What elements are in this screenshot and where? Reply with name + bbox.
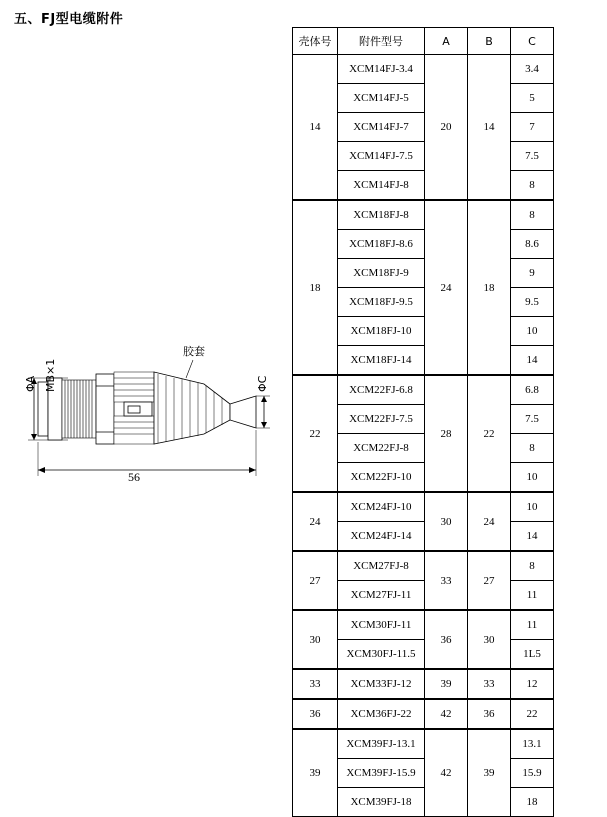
cell-dim-a: 30 — [425, 492, 468, 551]
cell-dim-c: 14 — [511, 522, 554, 552]
accessory-spec-table — [292, 27, 554, 817]
label-phi-a: ΦA — [24, 375, 37, 392]
table-row — [293, 492, 554, 522]
cell-part-number: XCM39FJ-13.1 — [338, 729, 425, 759]
cell-dim-c: 13.1 — [511, 729, 554, 759]
cell-part-number: XCM22FJ-7.5 — [338, 405, 425, 434]
cell-part-number: XCM18FJ-9 — [338, 259, 425, 288]
header-part-number: 附件型号 — [338, 28, 425, 55]
cell-part-number: XCM36FJ-22 — [338, 699, 425, 729]
cell-dim-c: 7.5 — [511, 142, 554, 171]
cell-dim-c: 22 — [511, 699, 554, 729]
cell-dim-b: 22 — [468, 375, 511, 492]
table-row — [293, 729, 554, 759]
cell-part-number: XCM14FJ-5 — [338, 84, 425, 113]
cell-dim-b: 14 — [468, 55, 511, 201]
table-row — [293, 375, 554, 405]
cell-dim-a: 42 — [425, 729, 468, 817]
header-dim-b: B — [468, 28, 511, 55]
table-row — [293, 610, 554, 640]
cell-part-number: XCM14FJ-7 — [338, 113, 425, 142]
cell-part-number: XCM22FJ-8 — [338, 434, 425, 463]
cell-part-number: XCM22FJ-10 — [338, 463, 425, 493]
cell-dim-c: 11 — [511, 610, 554, 640]
table-row — [293, 200, 554, 230]
header-dim-a: A — [425, 28, 468, 55]
cell-dim-c: 14 — [511, 346, 554, 376]
cell-dim-c: 1L5 — [511, 640, 554, 670]
cell-dim-c: 9.5 — [511, 288, 554, 317]
cell-dim-c: 5 — [511, 84, 554, 113]
page-title: 五、FJ型电缆附件 — [14, 12, 124, 27]
cell-dim-c: 7.5 — [511, 405, 554, 434]
cell-part-number: XCM18FJ-8.6 — [338, 230, 425, 259]
cell-dim-b: 27 — [468, 551, 511, 610]
cell-part-number: XCM18FJ-8 — [338, 200, 425, 230]
cell-dim-a: 33 — [425, 551, 468, 610]
cell-dim-c: 8 — [511, 171, 554, 201]
table-header — [293, 28, 554, 55]
table-row — [293, 699, 554, 729]
header-shell-size: 壳体号 — [293, 28, 338, 55]
cell-part-number: XCM39FJ-18 — [338, 788, 425, 817]
cell-part-number: XCM30FJ-11.5 — [338, 640, 425, 670]
cell-shell-size: 27 — [293, 551, 338, 610]
cell-dim-b: 33 — [468, 669, 511, 699]
cell-dim-a: 36 — [425, 610, 468, 669]
cell-dim-c: 7 — [511, 113, 554, 142]
cell-dim-c: 8 — [511, 551, 554, 581]
cell-part-number: XCM33FJ-12 — [338, 669, 425, 699]
connector-drawing — [8, 330, 288, 510]
cell-part-number: XCM24FJ-10 — [338, 492, 425, 522]
label-rubber-boot: 胶套 — [183, 345, 205, 358]
table-row — [293, 551, 554, 581]
cell-shell-size: 24 — [293, 492, 338, 551]
cell-shell-size: 14 — [293, 55, 338, 201]
cell-shell-size: 18 — [293, 200, 338, 375]
cell-part-number: XCM18FJ-10 — [338, 317, 425, 346]
cell-dim-b: 39 — [468, 729, 511, 817]
cell-dim-a: 28 — [425, 375, 468, 492]
table-body — [293, 55, 554, 817]
cell-part-number: XCM18FJ-14 — [338, 346, 425, 376]
cell-dim-c: 8.6 — [511, 230, 554, 259]
cell-shell-size: 22 — [293, 375, 338, 492]
cell-dim-c: 8 — [511, 200, 554, 230]
cell-dim-a: 20 — [425, 55, 468, 201]
cell-dim-c: 10 — [511, 463, 554, 493]
cell-shell-size: 39 — [293, 729, 338, 817]
cell-shell-size: 30 — [293, 610, 338, 669]
table-row — [293, 55, 554, 84]
cell-part-number: XCM27FJ-8 — [338, 551, 425, 581]
table-header-row — [293, 28, 554, 55]
cell-dim-b: 36 — [468, 699, 511, 729]
cell-part-number: XCM39FJ-15.9 — [338, 759, 425, 788]
cell-part-number: XCM27FJ-11 — [338, 581, 425, 611]
header-dim-c: C — [511, 28, 554, 55]
cell-dim-c: 3.4 — [511, 55, 554, 84]
cell-part-number: XCM22FJ-6.8 — [338, 375, 425, 405]
label-thread-mb: MB×1 — [44, 358, 57, 392]
cell-dim-a: 24 — [425, 200, 468, 375]
cell-dim-c: 8 — [511, 434, 554, 463]
cell-dim-c: 18 — [511, 788, 554, 817]
cell-dim-c: 6.8 — [511, 375, 554, 405]
cell-part-number: XCM30FJ-11 — [338, 610, 425, 640]
cell-dim-c: 11 — [511, 581, 554, 611]
label-phi-c: ΦC — [256, 375, 269, 392]
cell-part-number: XCM24FJ-14 — [338, 522, 425, 552]
cell-dim-c: 9 — [511, 259, 554, 288]
cell-part-number: XCM14FJ-3.4 — [338, 55, 425, 84]
connector-drawing-svg — [8, 330, 288, 510]
cell-part-number: XCM14FJ-8 — [338, 171, 425, 201]
cell-shell-size: 36 — [293, 699, 338, 729]
table-row — [293, 669, 554, 699]
cell-shell-size: 33 — [293, 669, 338, 699]
cell-part-number: XCM18FJ-9.5 — [338, 288, 425, 317]
cell-dim-c: 12 — [511, 669, 554, 699]
cell-dim-b: 24 — [468, 492, 511, 551]
cell-dim-b: 30 — [468, 610, 511, 669]
cell-part-number: XCM14FJ-7.5 — [338, 142, 425, 171]
cell-dim-c: 10 — [511, 317, 554, 346]
cell-dim-b: 18 — [468, 200, 511, 375]
cell-dim-c: 10 — [511, 492, 554, 522]
cell-dim-c: 15.9 — [511, 759, 554, 788]
cell-dim-a: 39 — [425, 669, 468, 699]
cell-dim-a: 42 — [425, 699, 468, 729]
label-overall-length: 56 — [128, 470, 140, 484]
